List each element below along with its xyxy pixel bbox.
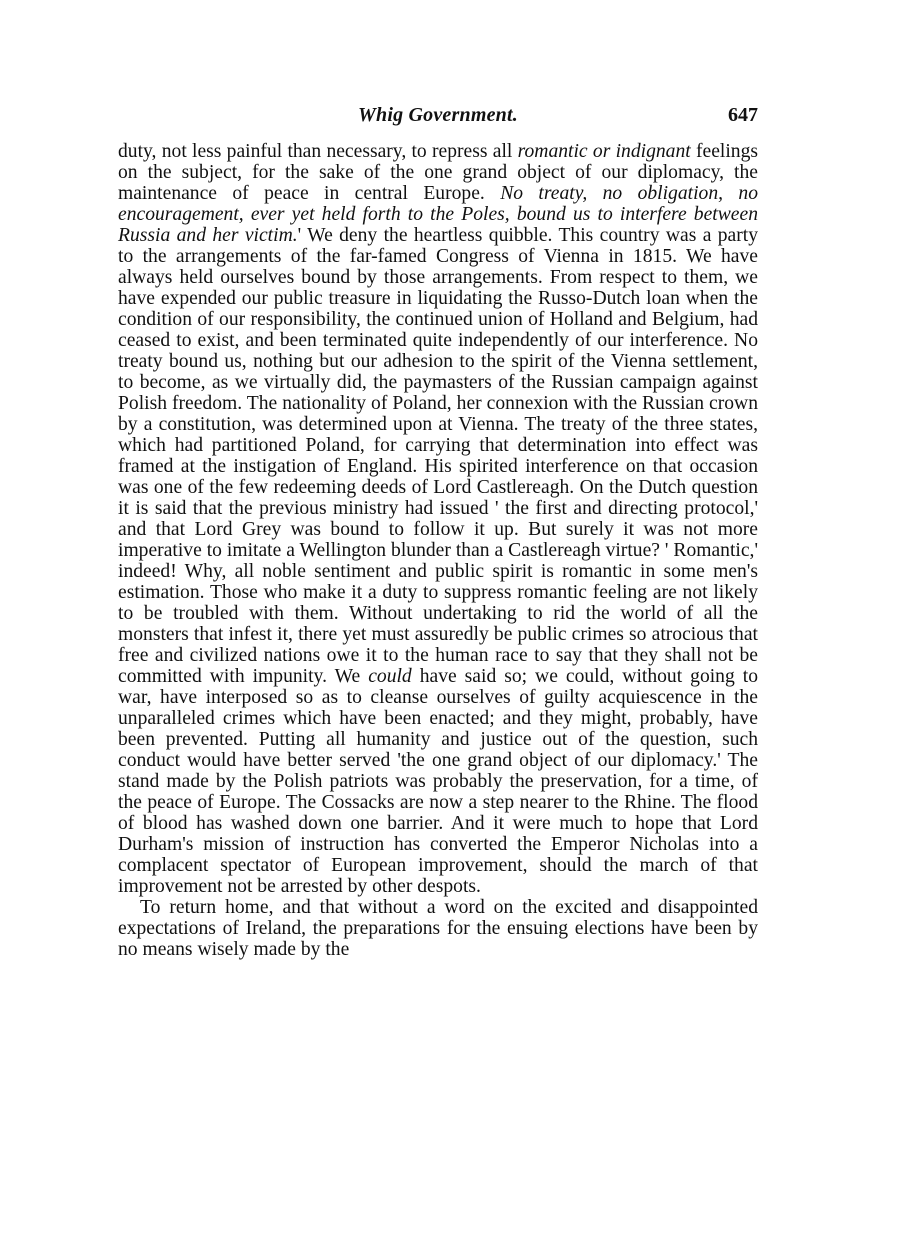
italic-quotation: No treaty, no obligation, no encouragement, ever yet held forth to the Poles, bound us to interfere between Russia and her victim. <box>118 183 758 246</box>
italic-emphasis: could <box>368 666 412 687</box>
text-run: To return home, and that without a word on the excited and disappointed expectations of Ireland, the preparations for the ensuing elections have been by no means wisely made by the <box>118 897 758 960</box>
paragraph-new <box>118 897 758 960</box>
running-head <box>118 104 758 132</box>
running-title: Whig Government. <box>358 104 518 126</box>
paragraph-continued <box>118 141 758 897</box>
text-run: have said so; we could, without going to war, have interposed so as to cleanse ourselves of guilty acquiescence in the unparalleled crimes which have been enacted; and they might, probably, have been prevented. Putting all humanity and justice out of the question, such conduct would have better served 'the one grand object of our diplomacy.' The stand made by the Polish patriots was probably the preservation, for a time, of the peace of Europe. The Cossacks are now a step nearer to the Rhine. The flood of blood has washed down one barrier. And it were much to hope that Lord Durham's mission of instruction has converted the Emperor Nicholas into a complacent spectator of European improvement, should the march of that improvement not be arrested by other despots. <box>118 666 758 897</box>
italic-run: romantic or indignant <box>517 141 691 162</box>
body-text <box>118 141 758 960</box>
text-run: ' We deny the heartless quibble. This country was a party to the arrangements of the far-famed Congress of Vienna in 1815. We have always held ourselves bound by those arrangements. From respect to them, we have expended our public treasure in liquidating the Russo-Dutch loan when the condition of our responsibility, the continued union of Holland and Belgium, had ceased to exist, and been terminated quite independently of our interference. No treaty bound us, nothing but our adhesion to the spirit of the Vienna settlement, to become, as we virtually did, the paymasters of the Russian campaign against Polish freedom. The nationality of Poland, her connexion with the Russian crown by a constitution, was determined upon at Vienna. The treaty of the three states, which had partitioned Poland, for carrying that determination into effect was framed at the instigation of England. His spirited interference on that occasion was one of the few redeeming deeds of Lord Castlereagh. On the Dutch question it is said that the previous ministry had issued ' the first and directing protocol,' and that Lord Grey was bound to follow it up. But surely it was not more imperative to imitate a Wellington blunder than a Castlereagh virtue? ' Romantic,' indeed! Why, all noble sentiment and public spirit is romantic in some men's estimation. Those who make it a duty to suppress romantic feeling are not likely to be troubled with them. Without undertaking to rid the world of all the monsters that infest it, there yet must assuredly be public crimes so atrocious that free and civilized nations owe it to the human race to say that they shall not be committed with impunity. We <box>118 225 759 687</box>
text-run: feelings on the subject, for the sake of the one grand object of our diplomacy, the maintenance of peace in central Europe. <box>118 141 758 204</box>
text-run: duty, not less painful than necessary, to repress all <box>118 141 518 162</box>
page-number: 647 <box>728 104 758 126</box>
